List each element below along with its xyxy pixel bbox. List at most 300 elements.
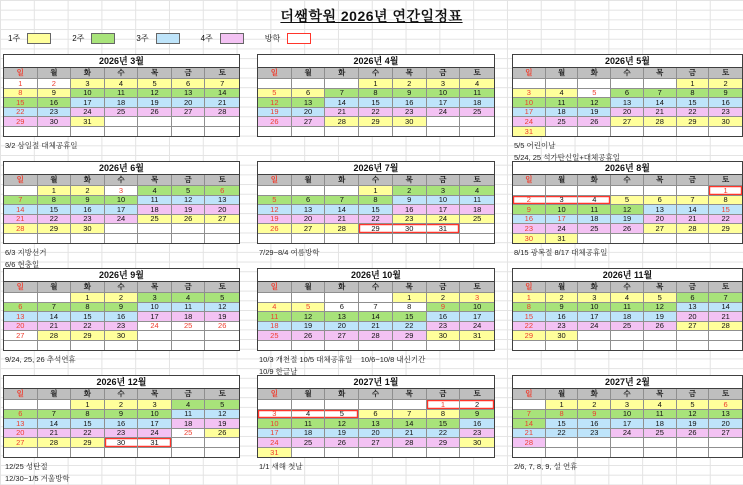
day-cell[interactable]: 14: [644, 98, 677, 108]
day-cell[interactable]: 9: [393, 196, 427, 206]
day-cell[interactable]: 20: [644, 215, 677, 225]
day-cell[interactable]: 17: [513, 108, 546, 118]
day-cell[interactable]: 4: [578, 196, 611, 206]
day-cell[interactable]: 19: [611, 215, 644, 225]
day-cell[interactable]: 15: [393, 312, 427, 322]
day-cell[interactable]: 6: [4, 410, 38, 420]
day-cell[interactable]: 10: [138, 303, 172, 313]
day-cell[interactable]: 27: [292, 224, 326, 234]
day-cell[interactable]: 21: [38, 429, 72, 439]
day-cell[interactable]: 30: [393, 224, 427, 234]
day-cell[interactable]: 31: [460, 331, 494, 341]
day-cell[interactable]: 13: [709, 410, 742, 420]
day-cell[interactable]: 31: [513, 127, 546, 137]
day-cell[interactable]: 5: [325, 410, 359, 420]
day-cell[interactable]: 19: [258, 108, 292, 118]
day-cell[interactable]: 4: [172, 293, 206, 303]
day-cell[interactable]: 24: [578, 322, 611, 332]
day-cell[interactable]: 12: [138, 89, 172, 99]
day-cell[interactable]: 14: [709, 303, 742, 313]
day-cell[interactable]: 6: [325, 303, 359, 313]
day-cell[interactable]: 15: [4, 98, 38, 108]
day-cell[interactable]: 5: [578, 89, 611, 99]
day-cell[interactable]: 15: [427, 419, 461, 429]
day-cell[interactable]: 2: [427, 293, 461, 303]
day-cell[interactable]: 16: [709, 98, 742, 108]
day-cell[interactable]: 28: [677, 224, 710, 234]
day-cell[interactable]: 13: [677, 303, 710, 313]
day-cell[interactable]: 13: [359, 419, 393, 429]
day-cell[interactable]: 4: [138, 186, 172, 196]
day-cell[interactable]: 6: [611, 89, 644, 99]
day-cell[interactable]: 26: [258, 224, 292, 234]
day-cell[interactable]: 25: [460, 215, 494, 225]
day-cell[interactable]: 3: [427, 186, 461, 196]
day-cell[interactable]: 21: [393, 429, 427, 439]
day-cell[interactable]: 22: [513, 322, 546, 332]
day-cell[interactable]: 23: [427, 322, 461, 332]
day-cell[interactable]: 8: [359, 89, 393, 99]
day-cell[interactable]: 28: [644, 117, 677, 127]
day-cell[interactable]: 16: [393, 205, 427, 215]
day-cell[interactable]: 20: [611, 108, 644, 118]
day-cell[interactable]: 3: [71, 79, 105, 89]
day-cell[interactable]: 13: [611, 98, 644, 108]
day-cell[interactable]: 7: [644, 89, 677, 99]
day-cell[interactable]: 4: [292, 410, 326, 420]
day-cell[interactable]: 26: [172, 215, 206, 225]
day-cell[interactable]: 2: [513, 196, 546, 206]
day-cell[interactable]: 27: [172, 108, 206, 118]
day-cell[interactable]: 25: [258, 331, 292, 341]
day-cell[interactable]: 3: [578, 293, 611, 303]
day-cell[interactable]: 2: [105, 293, 139, 303]
day-cell[interactable]: 23: [105, 429, 139, 439]
day-cell[interactable]: 18: [460, 205, 494, 215]
day-cell[interactable]: 23: [393, 215, 427, 225]
day-cell[interactable]: 6: [677, 293, 710, 303]
day-cell[interactable]: 1: [709, 186, 742, 196]
day-cell[interactable]: 1: [4, 79, 38, 89]
day-cell[interactable]: 26: [138, 108, 172, 118]
day-cell[interactable]: 27: [205, 215, 239, 225]
day-cell[interactable]: 3: [460, 293, 494, 303]
day-cell[interactable]: 4: [546, 89, 579, 99]
day-cell[interactable]: 13: [292, 205, 326, 215]
day-cell[interactable]: 17: [258, 429, 292, 439]
day-cell[interactable]: 18: [611, 312, 644, 322]
day-cell[interactable]: 3: [138, 293, 172, 303]
day-cell[interactable]: 27: [4, 438, 38, 448]
day-cell[interactable]: 8: [427, 410, 461, 420]
day-cell[interactable]: 30: [71, 224, 105, 234]
day-cell[interactable]: 12: [258, 205, 292, 215]
day-cell[interactable]: 13: [325, 312, 359, 322]
day-cell[interactable]: 20: [325, 322, 359, 332]
day-cell[interactable]: 31: [258, 448, 292, 458]
day-cell[interactable]: 27: [611, 117, 644, 127]
day-cell[interactable]: 19: [292, 322, 326, 332]
day-cell[interactable]: 14: [205, 89, 239, 99]
day-cell[interactable]: 26: [644, 322, 677, 332]
day-cell[interactable]: 1: [38, 186, 72, 196]
day-cell[interactable]: 11: [611, 303, 644, 313]
day-cell[interactable]: 27: [292, 117, 326, 127]
day-cell[interactable]: 5: [258, 196, 292, 206]
day-cell[interactable]: 19: [138, 98, 172, 108]
day-cell[interactable]: 18: [172, 419, 206, 429]
day-cell[interactable]: 17: [460, 312, 494, 322]
day-cell[interactable]: 21: [4, 215, 38, 225]
day-cell[interactable]: 28: [38, 438, 72, 448]
day-cell[interactable]: 17: [578, 312, 611, 322]
day-cell[interactable]: 21: [513, 429, 546, 439]
day-cell[interactable]: 6: [292, 196, 326, 206]
day-cell[interactable]: 17: [427, 205, 461, 215]
day-cell[interactable]: 1: [71, 400, 105, 410]
day-cell[interactable]: 26: [677, 429, 710, 439]
day-cell[interactable]: 21: [709, 312, 742, 322]
day-cell[interactable]: 7: [359, 303, 393, 313]
day-cell[interactable]: 7: [38, 410, 72, 420]
day-cell[interactable]: 14: [38, 419, 72, 429]
day-cell[interactable]: 30: [105, 438, 139, 448]
day-cell[interactable]: 14: [359, 312, 393, 322]
day-cell[interactable]: 25: [138, 215, 172, 225]
day-cell[interactable]: 12: [258, 98, 292, 108]
day-cell[interactable]: 14: [393, 419, 427, 429]
day-cell[interactable]: 22: [546, 429, 579, 439]
day-cell[interactable]: 23: [578, 429, 611, 439]
day-cell[interactable]: 12: [611, 205, 644, 215]
day-cell[interactable]: 24: [71, 108, 105, 118]
day-cell[interactable]: 29: [38, 224, 72, 234]
day-cell[interactable]: 24: [427, 215, 461, 225]
day-cell[interactable]: 12: [325, 419, 359, 429]
day-cell[interactable]: 25: [172, 429, 206, 439]
day-cell[interactable]: 20: [205, 205, 239, 215]
day-cell[interactable]: 18: [292, 429, 326, 439]
day-cell[interactable]: 1: [71, 293, 105, 303]
day-cell[interactable]: 25: [172, 322, 206, 332]
day-cell[interactable]: 28: [359, 331, 393, 341]
day-cell[interactable]: 29: [71, 331, 105, 341]
day-cell[interactable]: 15: [709, 205, 742, 215]
day-cell[interactable]: 17: [427, 98, 461, 108]
day-cell[interactable]: 14: [677, 205, 710, 215]
day-cell[interactable]: 11: [138, 196, 172, 206]
day-cell[interactable]: 11: [258, 312, 292, 322]
day-cell[interactable]: 10: [513, 98, 546, 108]
day-cell[interactable]: 18: [172, 312, 206, 322]
day-cell[interactable]: 15: [513, 312, 546, 322]
day-cell[interactable]: 22: [71, 322, 105, 332]
day-cell[interactable]: 10: [71, 89, 105, 99]
day-cell[interactable]: 14: [38, 312, 72, 322]
day-cell[interactable]: 24: [258, 438, 292, 448]
day-cell[interactable]: 19: [644, 312, 677, 322]
day-cell[interactable]: 29: [359, 117, 393, 127]
day-cell[interactable]: 2: [578, 400, 611, 410]
day-cell[interactable]: 5: [172, 186, 206, 196]
day-cell[interactable]: 12: [677, 410, 710, 420]
day-cell[interactable]: 12: [205, 410, 239, 420]
day-cell[interactable]: 15: [546, 419, 579, 429]
day-cell[interactable]: 29: [709, 224, 742, 234]
day-cell[interactable]: 21: [205, 98, 239, 108]
day-cell[interactable]: 26: [205, 322, 239, 332]
day-cell[interactable]: 31: [546, 234, 579, 244]
day-cell[interactable]: 5: [292, 303, 326, 313]
day-cell[interactable]: 11: [292, 419, 326, 429]
day-cell[interactable]: 6: [4, 303, 38, 313]
day-cell[interactable]: 7: [325, 89, 359, 99]
day-cell[interactable]: 2: [546, 293, 579, 303]
day-cell[interactable]: 8: [393, 303, 427, 313]
day-cell[interactable]: 24: [611, 429, 644, 439]
day-cell[interactable]: 28: [393, 438, 427, 448]
day-cell[interactable]: 20: [359, 429, 393, 439]
day-cell[interactable]: 2: [393, 79, 427, 89]
day-cell[interactable]: 11: [644, 410, 677, 420]
day-cell[interactable]: 2: [460, 400, 494, 410]
day-cell[interactable]: 3: [611, 400, 644, 410]
day-cell[interactable]: 17: [546, 215, 579, 225]
day-cell[interactable]: 26: [611, 224, 644, 234]
day-cell[interactable]: 18: [460, 98, 494, 108]
day-cell[interactable]: 17: [611, 419, 644, 429]
day-cell[interactable]: 4: [460, 79, 494, 89]
day-cell[interactable]: 15: [359, 205, 393, 215]
day-cell[interactable]: 24: [105, 215, 139, 225]
day-cell[interactable]: 5: [644, 293, 677, 303]
day-cell[interactable]: 4: [644, 400, 677, 410]
day-cell[interactable]: 30: [709, 117, 742, 127]
day-cell[interactable]: 20: [677, 312, 710, 322]
day-cell[interactable]: 18: [258, 322, 292, 332]
day-cell[interactable]: 16: [71, 205, 105, 215]
day-cell[interactable]: 29: [71, 438, 105, 448]
day-cell[interactable]: 23: [546, 322, 579, 332]
day-cell[interactable]: 28: [325, 224, 359, 234]
day-cell[interactable]: 15: [71, 419, 105, 429]
day-cell[interactable]: 22: [709, 215, 742, 225]
day-cell[interactable]: 20: [172, 98, 206, 108]
day-cell[interactable]: 23: [513, 224, 546, 234]
day-cell[interactable]: 2: [71, 186, 105, 196]
day-cell[interactable]: 13: [172, 89, 206, 99]
day-cell[interactable]: 7: [393, 410, 427, 420]
day-cell[interactable]: 22: [4, 108, 38, 118]
day-cell[interactable]: 25: [546, 117, 579, 127]
day-cell[interactable]: 14: [325, 98, 359, 108]
day-cell[interactable]: 16: [38, 98, 72, 108]
day-cell[interactable]: 8: [546, 410, 579, 420]
day-cell[interactable]: 11: [105, 89, 139, 99]
day-cell[interactable]: 28: [4, 224, 38, 234]
day-cell[interactable]: 12: [644, 303, 677, 313]
day-cell[interactable]: 10: [258, 419, 292, 429]
day-cell[interactable]: 26: [292, 331, 326, 341]
day-cell[interactable]: 6: [292, 89, 326, 99]
day-cell[interactable]: 27: [677, 322, 710, 332]
day-cell[interactable]: 5: [205, 400, 239, 410]
day-cell[interactable]: 13: [292, 98, 326, 108]
day-cell[interactable]: 11: [546, 98, 579, 108]
day-cell[interactable]: 3: [546, 196, 579, 206]
day-cell[interactable]: 25: [460, 108, 494, 118]
day-cell[interactable]: 10: [427, 196, 461, 206]
day-cell[interactable]: 10: [578, 303, 611, 313]
day-cell[interactable]: 8: [709, 196, 742, 206]
day-cell[interactable]: 7: [325, 196, 359, 206]
day-cell[interactable]: 15: [359, 98, 393, 108]
day-cell[interactable]: 19: [578, 108, 611, 118]
day-cell[interactable]: 20: [4, 322, 38, 332]
day-cell[interactable]: 29: [4, 117, 38, 127]
day-cell[interactable]: 29: [677, 117, 710, 127]
day-cell[interactable]: 12: [205, 303, 239, 313]
day-cell[interactable]: 22: [393, 322, 427, 332]
day-cell[interactable]: 1: [427, 400, 461, 410]
day-cell[interactable]: 14: [325, 205, 359, 215]
day-cell[interactable]: 4: [172, 400, 206, 410]
day-cell[interactable]: 11: [460, 89, 494, 99]
day-cell[interactable]: 19: [677, 419, 710, 429]
day-cell[interactable]: 14: [4, 205, 38, 215]
day-cell[interactable]: 19: [172, 205, 206, 215]
day-cell[interactable]: 5: [677, 400, 710, 410]
day-cell[interactable]: 10: [427, 89, 461, 99]
day-cell[interactable]: 3: [258, 410, 292, 420]
day-cell[interactable]: 25: [292, 438, 326, 448]
day-cell[interactable]: 26: [258, 117, 292, 127]
day-cell[interactable]: 23: [393, 108, 427, 118]
day-cell[interactable]: 12: [292, 312, 326, 322]
day-cell[interactable]: 9: [460, 410, 494, 420]
day-cell[interactable]: 15: [38, 205, 72, 215]
day-cell[interactable]: 8: [359, 196, 393, 206]
day-cell[interactable]: 10: [138, 410, 172, 420]
day-cell[interactable]: 12: [578, 98, 611, 108]
day-cell[interactable]: 25: [611, 322, 644, 332]
day-cell[interactable]: 9: [105, 303, 139, 313]
day-cell[interactable]: 24: [460, 322, 494, 332]
day-cell[interactable]: 8: [4, 89, 38, 99]
day-cell[interactable]: 19: [325, 429, 359, 439]
day-cell[interactable]: 16: [578, 419, 611, 429]
day-cell[interactable]: 26: [325, 438, 359, 448]
day-cell[interactable]: 24: [138, 429, 172, 439]
day-cell[interactable]: 20: [292, 108, 326, 118]
day-cell[interactable]: 18: [138, 205, 172, 215]
day-cell[interactable]: 19: [258, 215, 292, 225]
day-cell[interactable]: 10: [611, 410, 644, 420]
day-cell[interactable]: 29: [513, 331, 546, 341]
day-cell[interactable]: 7: [513, 410, 546, 420]
day-cell[interactable]: 30: [38, 117, 72, 127]
day-cell[interactable]: 20: [292, 215, 326, 225]
day-cell[interactable]: 15: [71, 312, 105, 322]
day-cell[interactable]: 15: [677, 98, 710, 108]
day-cell[interactable]: 28: [38, 331, 72, 341]
day-cell[interactable]: 21: [325, 108, 359, 118]
day-cell[interactable]: 23: [71, 215, 105, 225]
day-cell[interactable]: 18: [105, 98, 139, 108]
day-cell[interactable]: 13: [644, 205, 677, 215]
day-cell[interactable]: 18: [578, 215, 611, 225]
day-cell[interactable]: 5: [205, 293, 239, 303]
day-cell[interactable]: 24: [513, 117, 546, 127]
day-cell[interactable]: 3: [427, 79, 461, 89]
day-cell[interactable]: 17: [138, 312, 172, 322]
day-cell[interactable]: 4: [105, 79, 139, 89]
day-cell[interactable]: 3: [105, 186, 139, 196]
day-cell[interactable]: 16: [393, 98, 427, 108]
day-cell[interactable]: 30: [393, 117, 427, 127]
day-cell[interactable]: 20: [709, 419, 742, 429]
day-cell[interactable]: 9: [546, 303, 579, 313]
day-cell[interactable]: 13: [4, 312, 38, 322]
day-cell[interactable]: 9: [38, 89, 72, 99]
day-cell[interactable]: 25: [105, 108, 139, 118]
day-cell[interactable]: 2: [709, 79, 742, 89]
day-cell[interactable]: 22: [38, 215, 72, 225]
day-cell[interactable]: 7: [709, 293, 742, 303]
day-cell[interactable]: 22: [71, 429, 105, 439]
day-cell[interactable]: 9: [105, 410, 139, 420]
day-cell[interactable]: 6: [709, 400, 742, 410]
day-cell[interactable]: 1: [513, 293, 546, 303]
day-cell[interactable]: 7: [38, 303, 72, 313]
day-cell[interactable]: 31: [71, 117, 105, 127]
day-cell[interactable]: 6: [644, 196, 677, 206]
day-cell[interactable]: 21: [677, 215, 710, 225]
day-cell[interactable]: 27: [325, 331, 359, 341]
day-cell[interactable]: 9: [578, 410, 611, 420]
day-cell[interactable]: 6: [359, 410, 393, 420]
day-cell[interactable]: 11: [172, 410, 206, 420]
day-cell[interactable]: 30: [105, 331, 139, 341]
day-cell[interactable]: 8: [71, 410, 105, 420]
day-cell[interactable]: 1: [677, 79, 710, 89]
day-cell[interactable]: 16: [105, 419, 139, 429]
day-cell[interactable]: 2: [105, 400, 139, 410]
day-cell[interactable]: 28: [513, 438, 546, 448]
day-cell[interactable]: 28: [709, 322, 742, 332]
day-cell[interactable]: 10: [460, 303, 494, 313]
day-cell[interactable]: 11: [578, 205, 611, 215]
day-cell[interactable]: 5: [258, 89, 292, 99]
day-cell[interactable]: 1: [546, 400, 579, 410]
day-cell[interactable]: 21: [38, 322, 72, 332]
day-cell[interactable]: 24: [138, 322, 172, 332]
day-cell[interactable]: 16: [513, 215, 546, 225]
day-cell[interactable]: 14: [513, 419, 546, 429]
day-cell[interactable]: 25: [644, 429, 677, 439]
day-cell[interactable]: 9: [427, 303, 461, 313]
day-cell[interactable]: 23: [460, 429, 494, 439]
day-cell[interactable]: 27: [644, 224, 677, 234]
day-cell[interactable]: 8: [38, 196, 72, 206]
day-cell[interactable]: 31: [427, 224, 461, 234]
day-cell[interactable]: 2: [38, 79, 72, 89]
day-cell[interactable]: 3: [138, 400, 172, 410]
day-cell[interactable]: 16: [427, 312, 461, 322]
day-cell[interactable]: 8: [677, 89, 710, 99]
day-cell[interactable]: 13: [4, 419, 38, 429]
day-cell[interactable]: 30: [513, 234, 546, 244]
